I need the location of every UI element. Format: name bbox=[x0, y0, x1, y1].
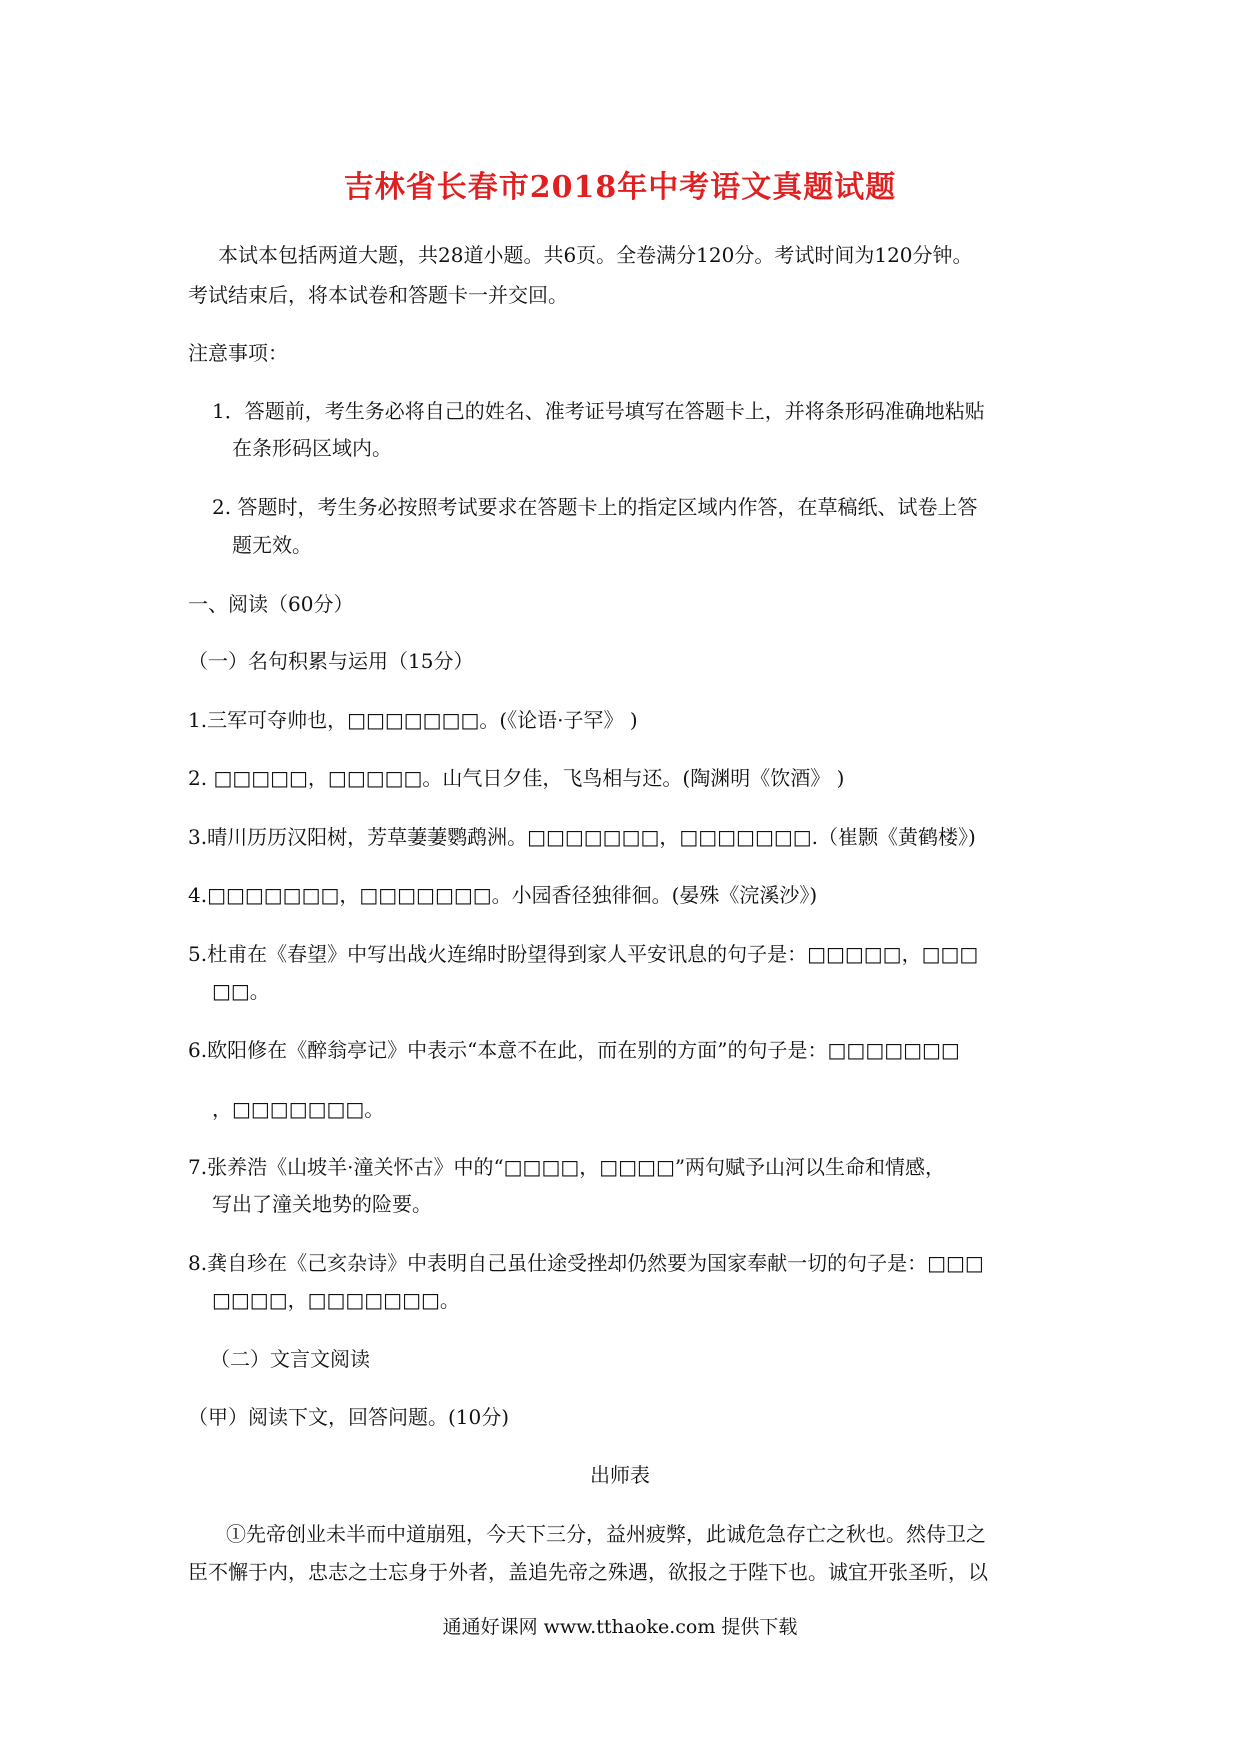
passage-line-1: ①先帝创业未半而中道崩殂，今天下三分，益州疲弊，此诚危急存亡之秋也。然侍卫之 bbox=[226, 1522, 986, 1546]
note-1-line-1: 1．答题前，考生务必将自己的姓名、准考证号填写在答题卡上，并将条形码准确地粘贴 bbox=[212, 399, 985, 423]
question-5-line-2: □□。 bbox=[212, 979, 270, 1003]
subsection-1-heading: （一）名句积累与运用（15分） bbox=[188, 649, 474, 673]
notes-heading: 注意事项： bbox=[188, 341, 288, 365]
question-8-line-2: □□□□，□□□□□□□。 bbox=[212, 1288, 460, 1312]
intro-line-2: 考试结束后，将本试卷和答题卡一并交回。 bbox=[188, 283, 568, 307]
passage-title: 出师表 bbox=[590, 1463, 650, 1487]
footer-source: 通通好课网 www.tthaoke.com 提供下载 bbox=[442, 1616, 798, 1638]
passage-line-2: 臣不懈于内，忠志之士忘身于外者，盖追先帝之殊遇，欲报之于陛下也。诚宜开张圣听，以 bbox=[188, 1560, 988, 1584]
question-1: 1.三军可夺帅也，□□□□□□□。(《论语·子罕》 ) bbox=[188, 708, 638, 732]
question-8-line-1: 8.龚自珍在《己亥杂诗》中表明自己虽仕途受挫却仍然要为国家奉献一切的句子是：□□□ bbox=[188, 1251, 984, 1275]
question-7-line-1: 7.张养浩《山坡羊·潼关怀古》中的“□□□□，□□□□”两句赋予山河以生命和情感， bbox=[188, 1155, 946, 1179]
question-6-line-2: ，□□□□□□□。 bbox=[212, 1097, 385, 1121]
subsection-2-heading: （二）文言文阅读 bbox=[210, 1347, 370, 1371]
section-1-heading: 一、阅读（60分） bbox=[188, 592, 354, 616]
note-1-line-2: 在条形码区域内。 bbox=[232, 436, 392, 460]
passage-a-heading: （甲）阅读下文，回答问题。(10分) bbox=[188, 1405, 510, 1429]
note-2-line-1: 2. 答题时，考生务必按照考试要求在答题卡上的指定区域内作答，在草稿纸、试卷上答 bbox=[212, 495, 978, 519]
intro-line-1: 本试本包括两道大题，共28道小题。共6页。全卷满分120分。考试时间为120分钟。 bbox=[218, 243, 973, 267]
question-6-line-1: 6.欧阳修在《醉翁亭记》中表示“本意不在此，而在别的方面”的句子是：□□□□□□□ bbox=[188, 1038, 960, 1062]
question-5-line-1: 5.杜甫在《春望》中写出战火连绵时盼望得到家人平安讯息的句子是：□□□□□，□□□ bbox=[188, 942, 979, 966]
page-title: 吉林省长春市2018年中考语文真题试题 bbox=[343, 170, 897, 205]
note-2-line-2: 题无效。 bbox=[232, 533, 312, 557]
question-3: 3.晴川历历汉阳树，芳草萋萋鹦鹉洲。□□□□□□□，□□□□□□□.（崔颢《黄鹤楼》) bbox=[188, 825, 976, 849]
question-4: 4.□□□□□□□，□□□□□□□。小园香径独徘徊。(晏殊《浣溪沙》) bbox=[188, 883, 818, 907]
question-2: 2. □□□□□，□□□□□。山气日夕佳，飞鸟相与还。(陶渊明《饮酒》 ) bbox=[188, 766, 845, 790]
question-7-line-2: 写出了潼关地势的险要。 bbox=[212, 1192, 432, 1216]
